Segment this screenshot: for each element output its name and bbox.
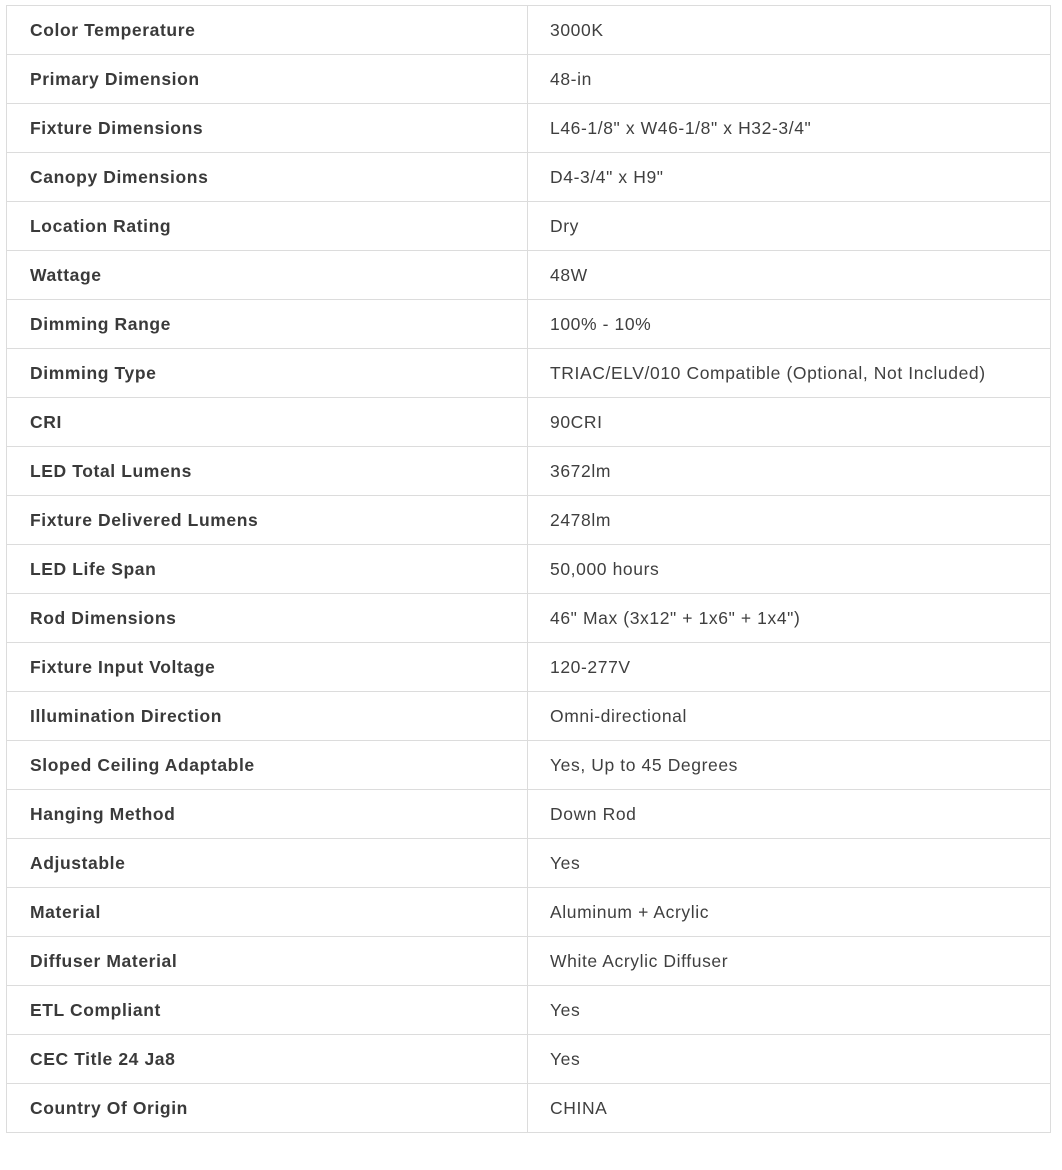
table-row <box>7 790 1051 839</box>
spec-label: Fixture Dimensions <box>7 104 528 153</box>
table-row <box>7 545 1051 594</box>
spec-label: Sloped Ceiling Adaptable <box>7 741 528 790</box>
spec-value: CHINA <box>528 1084 1051 1133</box>
spec-label: Country Of Origin <box>7 1084 528 1133</box>
spec-label: CEC Title 24 Ja8 <box>7 1035 528 1084</box>
table-row <box>7 692 1051 741</box>
spec-value: Yes <box>528 839 1051 888</box>
spec-value: Down Rod <box>528 790 1051 839</box>
table-row <box>7 839 1051 888</box>
spec-label: Diffuser Material <box>7 937 528 986</box>
spec-label: Fixture Input Voltage <box>7 643 528 692</box>
spec-label: Wattage <box>7 251 528 300</box>
table-row <box>7 1084 1051 1133</box>
table-row <box>7 937 1051 986</box>
spec-value: 48W <box>528 251 1051 300</box>
spec-value: 46" Max (3x12" + 1x6" + 1x4") <box>528 594 1051 643</box>
spec-value: 50,000 hours <box>528 545 1051 594</box>
spec-label: Canopy Dimensions <box>7 153 528 202</box>
spec-label: Adjustable <box>7 839 528 888</box>
spec-label: ETL Compliant <box>7 986 528 1035</box>
spec-label: Material <box>7 888 528 937</box>
spec-value: White Acrylic Diffuser <box>528 937 1051 986</box>
spec-value: 3672lm <box>528 447 1051 496</box>
table-row <box>7 104 1051 153</box>
spec-label: CRI <box>7 398 528 447</box>
table-row <box>7 6 1051 55</box>
spec-label: Dimming Type <box>7 349 528 398</box>
spec-value: L46-1/8" x W46-1/8" x H32-3/4" <box>528 104 1051 153</box>
spec-value: Aluminum + Acrylic <box>528 888 1051 937</box>
spec-value: Yes <box>528 1035 1051 1084</box>
spec-label: Color Temperature <box>7 6 528 55</box>
table-row <box>7 251 1051 300</box>
spec-value: 2478lm <box>528 496 1051 545</box>
spec-label: LED Total Lumens <box>7 447 528 496</box>
spec-label: Rod Dimensions <box>7 594 528 643</box>
table-row <box>7 349 1051 398</box>
spec-value: 90CRI <box>528 398 1051 447</box>
spec-value: 120-277V <box>528 643 1051 692</box>
table-row <box>7 153 1051 202</box>
spec-label: Illumination Direction <box>7 692 528 741</box>
spec-value: 3000K <box>528 6 1051 55</box>
specifications-table <box>6 5 1051 1133</box>
table-row <box>7 888 1051 937</box>
spec-value: 48-in <box>528 55 1051 104</box>
spec-label: Dimming Range <box>7 300 528 349</box>
table-row <box>7 398 1051 447</box>
table-row <box>7 594 1051 643</box>
table-row <box>7 300 1051 349</box>
spec-value: 100% - 10% <box>528 300 1051 349</box>
spec-label: Hanging Method <box>7 790 528 839</box>
table-row <box>7 1035 1051 1084</box>
table-row <box>7 643 1051 692</box>
spec-label: Location Rating <box>7 202 528 251</box>
spec-label: Primary Dimension <box>7 55 528 104</box>
table-row <box>7 55 1051 104</box>
spec-value: Omni-directional <box>528 692 1051 741</box>
table-row <box>7 447 1051 496</box>
spec-label: LED Life Span <box>7 545 528 594</box>
table-row <box>7 496 1051 545</box>
table-row <box>7 202 1051 251</box>
spec-value: D4-3/4" x H9" <box>528 153 1051 202</box>
specifications-table-body <box>7 6 1051 1133</box>
spec-label: Fixture Delivered Lumens <box>7 496 528 545</box>
table-row <box>7 741 1051 790</box>
spec-value: Dry <box>528 202 1051 251</box>
spec-value: Yes <box>528 986 1051 1035</box>
spec-value: TRIAC/ELV/010 Compatible (Optional, Not Included) <box>528 349 1051 398</box>
spec-value: Yes, Up to 45 Degrees <box>528 741 1051 790</box>
table-row <box>7 986 1051 1035</box>
